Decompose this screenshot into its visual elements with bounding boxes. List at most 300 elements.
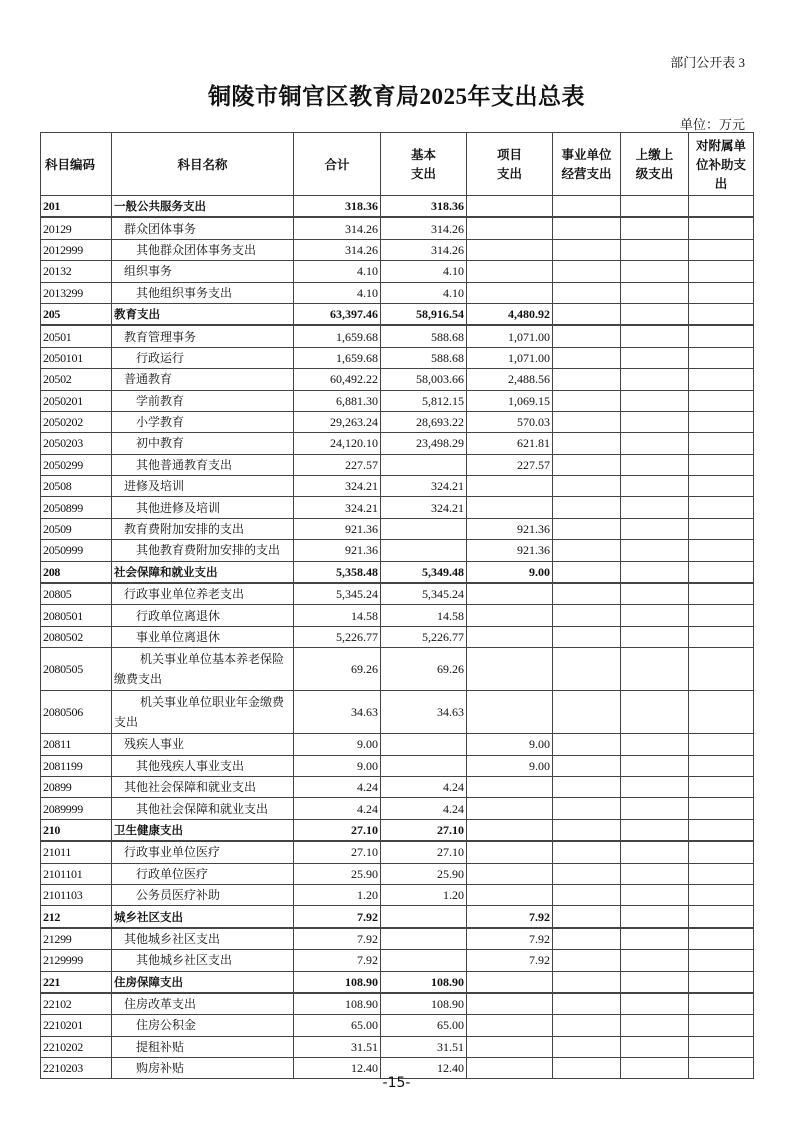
subsidy-cell — [689, 433, 754, 454]
name-cell: 其他组织事务支出 — [112, 282, 294, 303]
upper-cell — [621, 971, 689, 993]
total-cell: 314.26 — [294, 217, 381, 239]
upper-cell — [621, 518, 689, 539]
total-cell: 1.20 — [294, 884, 381, 905]
total-cell: 34.63 — [294, 691, 381, 734]
code-cell: 208 — [41, 561, 112, 583]
business-cell — [553, 884, 621, 905]
basic-cell: 588.68 — [381, 347, 467, 368]
project-cell: 1,071.00 — [467, 347, 553, 368]
table-row — [41, 841, 754, 863]
basic-cell: 65.00 — [381, 1015, 467, 1036]
total-cell: 24,120.10 — [294, 433, 381, 454]
upper-cell — [621, 1036, 689, 1057]
basic-cell: 69.26 — [381, 648, 467, 691]
total-cell: 1,659.68 — [294, 325, 381, 347]
header-basic: 基本 支出 — [381, 133, 467, 196]
total-cell: 9.00 — [294, 755, 381, 776]
business-cell — [553, 1015, 621, 1036]
project-cell — [467, 497, 553, 518]
code-cell: 2210203 — [41, 1058, 112, 1079]
table-row — [41, 648, 754, 691]
table-row — [41, 928, 754, 950]
basic-cell — [381, 950, 467, 971]
name-cell: 住房改革支出 — [112, 993, 294, 1015]
total-cell: 314.26 — [294, 239, 381, 260]
table-row — [41, 863, 754, 884]
name-cell: 其他社会保障和就业支出 — [112, 798, 294, 819]
subsidy-cell — [689, 239, 754, 260]
upper-cell — [621, 369, 689, 390]
upper-cell — [621, 390, 689, 411]
subsidy-cell — [689, 971, 754, 993]
basic-cell: 5,349.48 — [381, 561, 467, 583]
business-cell — [553, 217, 621, 239]
header-name: 科目名称 — [112, 133, 294, 196]
business-cell — [553, 261, 621, 282]
subsidy-cell — [689, 928, 754, 950]
total-cell: 7.92 — [294, 950, 381, 971]
basic-cell: 27.10 — [381, 841, 467, 863]
unit-label: 单位：万元 — [679, 117, 745, 132]
project-cell: 7.92 — [467, 906, 553, 928]
subsidy-cell — [689, 540, 754, 561]
upper-cell — [621, 561, 689, 583]
project-cell: 9.00 — [467, 755, 553, 776]
subsidy-cell — [689, 261, 754, 282]
header-subsidy: 对附属单 位补助支 出 — [689, 133, 754, 196]
name-cell: 行政事业单位养老支出 — [112, 583, 294, 605]
code-cell: 20501 — [41, 325, 112, 347]
header-total: 合计 — [294, 133, 381, 196]
code-cell: 2210202 — [41, 1036, 112, 1057]
subsidy-cell — [689, 863, 754, 884]
upper-cell — [621, 217, 689, 239]
table-body — [41, 196, 754, 1079]
business-cell — [553, 390, 621, 411]
upper-cell — [621, 734, 689, 755]
total-cell: 318.36 — [294, 196, 381, 218]
table-row — [41, 347, 754, 368]
basic-cell: 27.10 — [381, 819, 467, 841]
basic-cell: 28,693.22 — [381, 411, 467, 432]
upper-cell — [621, 303, 689, 325]
name-cell: 进修及培训 — [112, 476, 294, 497]
header-project: 项目 支出 — [467, 133, 553, 196]
total-cell: 921.36 — [294, 540, 381, 561]
business-cell — [553, 411, 621, 432]
code-cell: 2089999 — [41, 798, 112, 819]
basic-cell: 318.36 — [381, 196, 467, 218]
total-cell: 227.57 — [294, 454, 381, 475]
subsidy-cell — [689, 518, 754, 539]
subsidy-cell — [689, 347, 754, 368]
name-cell: 初中教育 — [112, 433, 294, 454]
total-cell: 108.90 — [294, 993, 381, 1015]
basic-cell — [381, 755, 467, 776]
business-cell — [553, 928, 621, 950]
code-cell: 20509 — [41, 518, 112, 539]
table-row — [41, 476, 754, 497]
table-row — [41, 497, 754, 518]
project-cell — [467, 993, 553, 1015]
table-row — [41, 1036, 754, 1057]
code-cell: 2050101 — [41, 347, 112, 368]
business-cell — [553, 691, 621, 734]
name-cell: 卫生健康支出 — [112, 819, 294, 841]
page-number: -15- — [382, 1075, 411, 1091]
project-cell — [467, 196, 553, 218]
code-cell: 21011 — [41, 841, 112, 863]
project-cell: 2,488.56 — [467, 369, 553, 390]
subsidy-cell — [689, 561, 754, 583]
table-row — [41, 433, 754, 454]
subsidy-cell — [689, 411, 754, 432]
code-cell: 20132 — [41, 261, 112, 282]
subsidy-cell — [689, 798, 754, 819]
table-row — [41, 605, 754, 626]
basic-cell: 314.26 — [381, 217, 467, 239]
name-cell: 住房保障支出 — [112, 971, 294, 993]
code-cell: 2050201 — [41, 390, 112, 411]
upper-cell — [621, 239, 689, 260]
project-cell — [467, 1015, 553, 1036]
code-cell: 20811 — [41, 734, 112, 755]
total-cell: 60,492.22 — [294, 369, 381, 390]
name-cell: 住房公积金 — [112, 1015, 294, 1036]
table-row — [41, 561, 754, 583]
business-cell — [553, 841, 621, 863]
project-cell: 921.36 — [467, 540, 553, 561]
table-row — [41, 734, 754, 755]
table-row — [41, 755, 754, 776]
project-cell: 921.36 — [467, 518, 553, 539]
business-cell — [553, 798, 621, 819]
name-cell: 机关事业单位基本养老保险缴费支出 — [112, 648, 294, 691]
table-row — [41, 819, 754, 841]
table-row — [41, 217, 754, 239]
name-cell: 社会保障和就业支出 — [112, 561, 294, 583]
name-cell: 其他社会保障和就业支出 — [112, 776, 294, 797]
subsidy-cell — [689, 1015, 754, 1036]
name-cell: 机关事业单位职业年金缴费支出 — [112, 691, 294, 734]
code-cell: 2101101 — [41, 863, 112, 884]
name-cell: 行政单位医疗 — [112, 863, 294, 884]
name-cell: 其他城乡社区支出 — [112, 950, 294, 971]
business-cell — [553, 583, 621, 605]
table-row — [41, 950, 754, 971]
code-cell: 2080505 — [41, 648, 112, 691]
name-cell: 行政运行 — [112, 347, 294, 368]
total-cell: 7.92 — [294, 906, 381, 928]
upper-cell — [621, 605, 689, 626]
table-row — [41, 518, 754, 539]
code-cell: 2050202 — [41, 411, 112, 432]
code-cell: 212 — [41, 906, 112, 928]
basic-cell: 58,916.54 — [381, 303, 467, 325]
upper-cell — [621, 755, 689, 776]
total-cell: 69.26 — [294, 648, 381, 691]
total-cell: 65.00 — [294, 1015, 381, 1036]
table-row — [41, 303, 754, 325]
subsidy-cell — [689, 454, 754, 475]
table-row — [41, 390, 754, 411]
upper-cell — [621, 454, 689, 475]
upper-cell — [621, 282, 689, 303]
upper-cell — [621, 1015, 689, 1036]
business-cell — [553, 819, 621, 841]
business-cell — [553, 626, 621, 647]
subsidy-cell — [689, 776, 754, 797]
upper-cell — [621, 347, 689, 368]
basic-cell: 4.10 — [381, 261, 467, 282]
name-cell: 教育管理事务 — [112, 325, 294, 347]
table-row — [41, 454, 754, 475]
total-cell: 5,358.48 — [294, 561, 381, 583]
name-cell: 事业单位离退休 — [112, 626, 294, 647]
table-row — [41, 261, 754, 282]
code-cell: 2101103 — [41, 884, 112, 905]
project-cell — [467, 239, 553, 260]
subsidy-cell — [689, 691, 754, 734]
table-row — [41, 626, 754, 647]
project-cell — [467, 884, 553, 905]
subsidy-cell — [689, 950, 754, 971]
subsidy-cell — [689, 819, 754, 841]
subsidy-cell — [689, 648, 754, 691]
total-cell: 5,226.77 — [294, 626, 381, 647]
business-cell — [553, 476, 621, 497]
basic-cell: 25.90 — [381, 863, 467, 884]
project-cell — [467, 841, 553, 863]
subsidy-cell — [689, 390, 754, 411]
basic-cell: 58,003.66 — [381, 369, 467, 390]
total-cell: 29,263.24 — [294, 411, 381, 432]
code-cell: 2013299 — [41, 282, 112, 303]
project-cell — [467, 819, 553, 841]
basic-cell: 14.58 — [381, 605, 467, 626]
upper-cell — [621, 196, 689, 218]
business-cell — [553, 605, 621, 626]
header-upper: 上缴上 级支出 — [621, 133, 689, 196]
code-cell: 2050299 — [41, 454, 112, 475]
project-cell: 7.92 — [467, 950, 553, 971]
table-row — [41, 325, 754, 347]
name-cell: 行政事业单位医疗 — [112, 841, 294, 863]
project-cell — [467, 476, 553, 497]
business-cell — [553, 369, 621, 390]
upper-cell — [621, 325, 689, 347]
name-cell: 公务员医疗补助 — [112, 884, 294, 905]
basic-cell: 314.26 — [381, 239, 467, 260]
business-cell — [553, 454, 621, 475]
upper-cell — [621, 884, 689, 905]
basic-cell: 5,345.24 — [381, 583, 467, 605]
basic-cell: 324.21 — [381, 476, 467, 497]
business-cell — [553, 561, 621, 583]
project-cell — [467, 583, 553, 605]
total-cell: 324.21 — [294, 476, 381, 497]
name-cell: 其他残疾人事业支出 — [112, 755, 294, 776]
basic-cell: 4.10 — [381, 282, 467, 303]
project-cell: 9.00 — [467, 561, 553, 583]
basic-cell: 108.90 — [381, 971, 467, 993]
basic-cell: 5,226.77 — [381, 626, 467, 647]
upper-cell — [621, 476, 689, 497]
subsidy-cell — [689, 282, 754, 303]
name-cell: 其他城乡社区支出 — [112, 928, 294, 950]
table-row — [41, 776, 754, 797]
business-cell — [553, 303, 621, 325]
name-cell: 教育费附加安排的支出 — [112, 518, 294, 539]
basic-cell: 12.40 — [381, 1058, 467, 1079]
basic-cell — [381, 518, 467, 539]
project-cell — [467, 863, 553, 884]
code-cell: 2080501 — [41, 605, 112, 626]
name-cell: 小学教育 — [112, 411, 294, 432]
upper-cell — [621, 411, 689, 432]
code-cell: 2080506 — [41, 691, 112, 734]
business-cell — [553, 433, 621, 454]
table-row — [41, 282, 754, 303]
basic-cell — [381, 906, 467, 928]
project-cell: 227.57 — [467, 454, 553, 475]
code-cell: 21299 — [41, 928, 112, 950]
project-cell — [467, 605, 553, 626]
subsidy-cell — [689, 993, 754, 1015]
code-cell: 2129999 — [41, 950, 112, 971]
table-row — [41, 411, 754, 432]
business-cell — [553, 239, 621, 260]
subsidy-cell — [689, 734, 754, 755]
total-cell: 921.36 — [294, 518, 381, 539]
code-cell: 20508 — [41, 476, 112, 497]
project-cell: 621.81 — [467, 433, 553, 454]
upper-cell — [621, 798, 689, 819]
total-cell: 324.21 — [294, 497, 381, 518]
business-cell — [553, 497, 621, 518]
code-cell: 201 — [41, 196, 112, 218]
total-cell: 25.90 — [294, 863, 381, 884]
business-cell — [553, 971, 621, 993]
upper-cell — [621, 776, 689, 797]
project-cell — [467, 282, 553, 303]
business-cell — [553, 776, 621, 797]
project-cell — [467, 798, 553, 819]
name-cell: 其他群众团体事务支出 — [112, 239, 294, 260]
basic-cell: 4.24 — [381, 798, 467, 819]
project-cell: 9.00 — [467, 734, 553, 755]
subsidy-cell — [689, 325, 754, 347]
total-cell: 6,881.30 — [294, 390, 381, 411]
name-cell: 其他进修及培训 — [112, 497, 294, 518]
total-cell: 1,659.68 — [294, 347, 381, 368]
code-cell: 2081199 — [41, 755, 112, 776]
table-row — [41, 239, 754, 260]
project-cell: 570.03 — [467, 411, 553, 432]
subsidy-cell — [689, 196, 754, 218]
business-cell — [553, 648, 621, 691]
upper-cell — [621, 950, 689, 971]
total-cell: 108.90 — [294, 971, 381, 993]
business-cell — [553, 540, 621, 561]
name-cell: 提租补贴 — [112, 1036, 294, 1057]
code-cell: 2050999 — [41, 540, 112, 561]
basic-cell: 34.63 — [381, 691, 467, 734]
header-code: 科目编码 — [41, 133, 112, 196]
code-cell: 2080502 — [41, 626, 112, 647]
business-cell — [553, 950, 621, 971]
total-cell: 63,397.46 — [294, 303, 381, 325]
basic-cell: 5,812.15 — [381, 390, 467, 411]
total-cell: 4.24 — [294, 798, 381, 819]
code-cell: 20805 — [41, 583, 112, 605]
total-cell: 4.24 — [294, 776, 381, 797]
header-business: 事业单位 经营支出 — [553, 133, 621, 196]
upper-cell — [621, 906, 689, 928]
code-cell: 2012999 — [41, 239, 112, 260]
subsidy-cell — [689, 841, 754, 863]
table-row — [41, 884, 754, 905]
project-cell: 4,480.92 — [467, 303, 553, 325]
total-cell: 31.51 — [294, 1036, 381, 1057]
upper-cell — [621, 540, 689, 561]
code-cell: 20129 — [41, 217, 112, 239]
code-cell: 22102 — [41, 993, 112, 1015]
project-cell: 7.92 — [467, 928, 553, 950]
basic-cell: 588.68 — [381, 325, 467, 347]
business-cell — [553, 282, 621, 303]
table-row — [41, 906, 754, 928]
basic-cell — [381, 928, 467, 950]
name-cell: 教育支出 — [112, 303, 294, 325]
total-cell: 7.92 — [294, 928, 381, 950]
table-row — [41, 993, 754, 1015]
business-cell — [553, 325, 621, 347]
subsidy-cell — [689, 303, 754, 325]
total-cell: 9.00 — [294, 734, 381, 755]
business-cell — [553, 755, 621, 776]
subsidy-cell — [689, 1036, 754, 1057]
total-cell: 27.10 — [294, 841, 381, 863]
table-row — [41, 798, 754, 819]
code-cell: 2050203 — [41, 433, 112, 454]
business-cell — [553, 1036, 621, 1057]
table-row — [41, 369, 754, 390]
upper-cell — [621, 261, 689, 282]
upper-cell — [621, 863, 689, 884]
total-cell: 12.40 — [294, 1058, 381, 1079]
project-cell — [467, 776, 553, 797]
upper-cell — [621, 497, 689, 518]
code-cell: 205 — [41, 303, 112, 325]
subsidy-cell — [689, 476, 754, 497]
project-cell — [467, 261, 553, 282]
basic-cell — [381, 454, 467, 475]
upper-cell — [621, 626, 689, 647]
basic-cell: 23,498.29 — [381, 433, 467, 454]
total-cell: 14.58 — [294, 605, 381, 626]
business-cell — [553, 863, 621, 884]
code-cell: 20899 — [41, 776, 112, 797]
total-cell: 4.10 — [294, 282, 381, 303]
basic-cell: 4.24 — [381, 776, 467, 797]
project-cell — [467, 691, 553, 734]
upper-cell — [621, 841, 689, 863]
table-row — [41, 196, 754, 218]
page-title: 铜陵市铜官区教育局2025年支出总表 — [208, 84, 585, 109]
basic-cell — [381, 734, 467, 755]
